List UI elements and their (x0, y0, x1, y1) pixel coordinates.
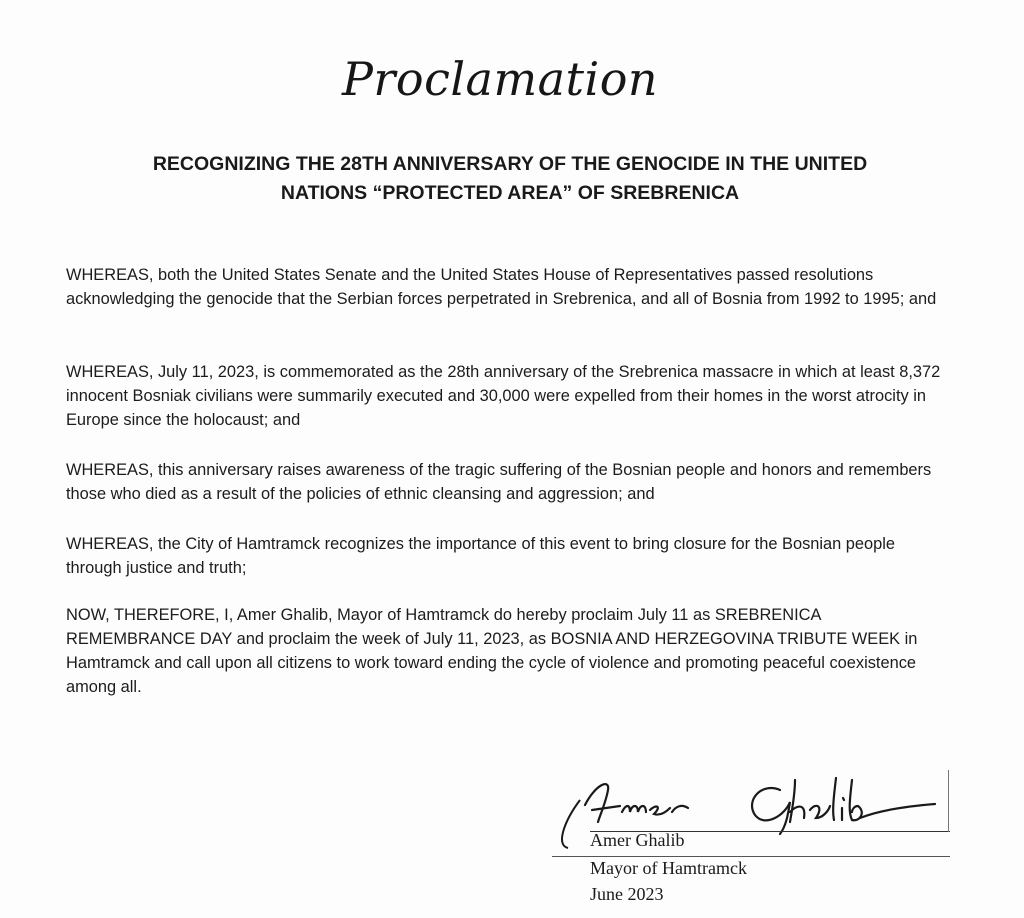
signature-block (540, 760, 960, 910)
document-subtitle (80, 150, 940, 208)
whereas-paragraph-4: WHEREAS, the City of Hamtramck recognizes the importance of this event to bring closure for the Bosnian people through justice and truth; (66, 535, 896, 577)
name-underline (552, 856, 950, 857)
signature-date: June 2023 (590, 884, 664, 904)
handwritten-signature (540, 760, 960, 870)
whereas-paragraph-2: WHEREAS, July 11, 2023, is commemorated as the 28th anniversary of the Srebrenica massacre in which at least 8,372 innocent Bosniak civilians were summarily executed and 30,000 were expelled from their homes in the worst atrocity in Europe since the holocaust; and (66, 363, 941, 429)
subtitle-line-2: NATIONS “PROTECTED AREA” OF SREBRENICA (280, 182, 740, 204)
document-title: Proclamation (341, 52, 659, 106)
proclamation-paragraph: NOW, THEREFORE, I, Amer Ghalib, Mayor of Hamtramck do hereby proclaim July 11 as SREBRENICA REMEMBRANCE DAY and proclaim the week of July 11, 2023, as BOSNIA AND HERZEGOVINA TRIBUTE WEEK in Hamtramck and call upon all citizens to work toward ending the cycle of violence and promoting peaceful coexistence among all. (66, 606, 918, 696)
whereas-paragraph-3: WHEREAS, this anniversary raises awareness of the tragic suffering of the Bosnian people and honors and remembers those who died as a result of the policies of ethnic cleansing and aggression; and (66, 461, 932, 503)
subtitle-line-1: RECOGNIZING THE 28TH ANNIVERSARY OF THE GENOCIDE IN THE UNITED (152, 153, 868, 175)
signer-name: Amer Ghalib (590, 830, 685, 850)
signer-office: Mayor of Hamtramck (590, 858, 747, 878)
whereas-paragraph-1: WHEREAS, both the United States Senate and the United States House of Representatives passed resolutions acknowledging the genocide that the Serbian forces perpetrated in Srebrenica, and all of Bosnia from 1992 to 1995; and (66, 266, 937, 308)
signature-box-edge (948, 770, 949, 832)
